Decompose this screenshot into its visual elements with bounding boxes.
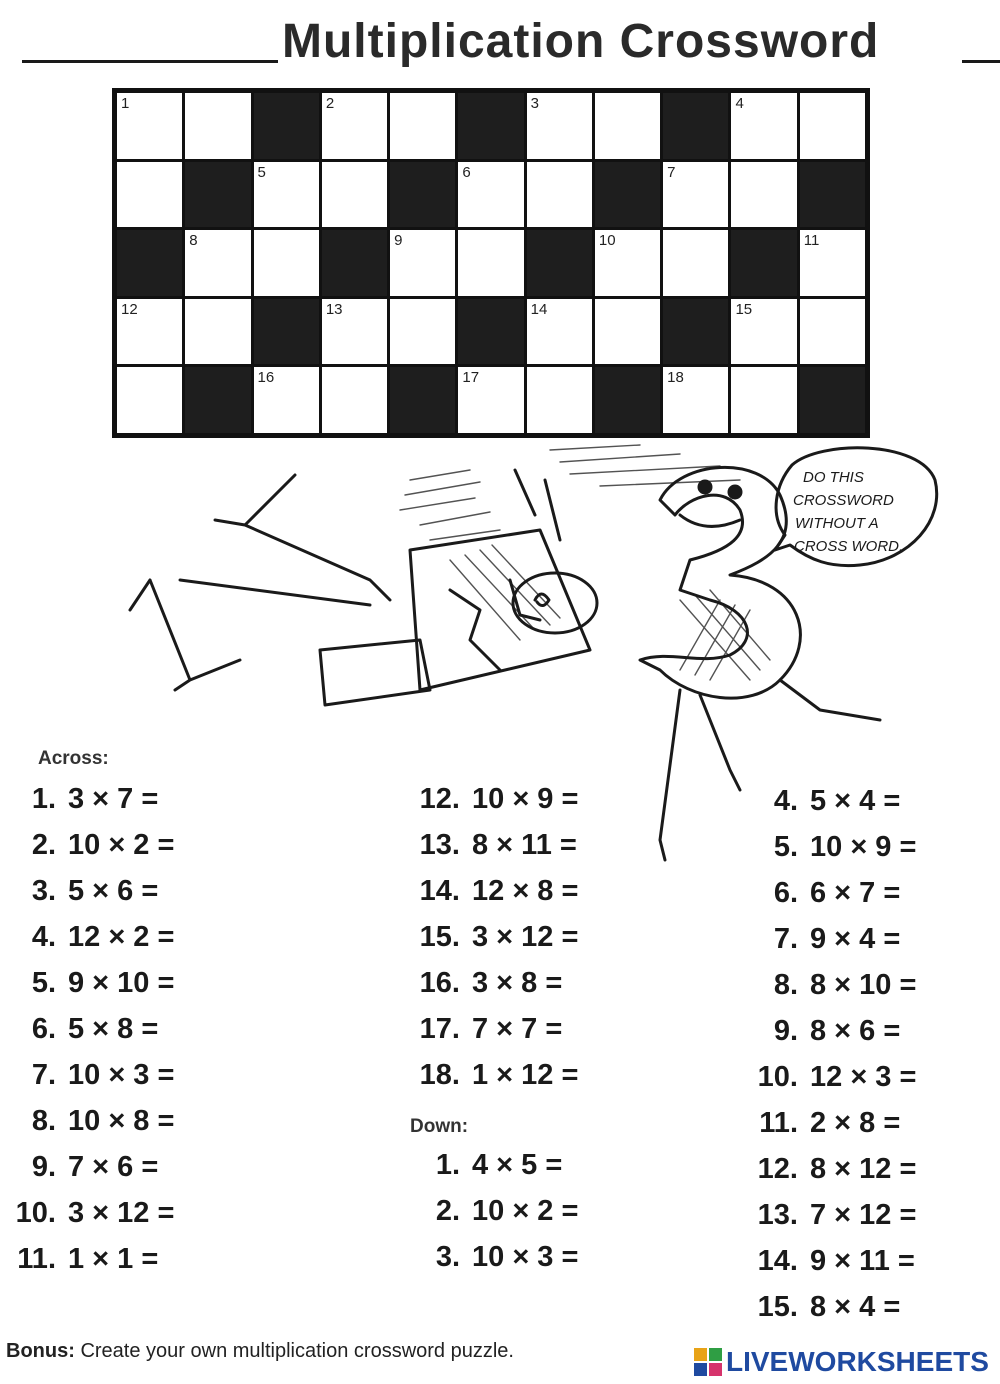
- across-clue: [0, 960, 174, 1006]
- page-title: Multiplication Crossword: [282, 15, 880, 68]
- answer-cell[interactable]: [390, 299, 455, 365]
- down-clues-col-1: [408, 1142, 578, 1280]
- answer-cell[interactable]: [527, 93, 592, 159]
- clue-expression: 7 × 6 =: [68, 1151, 159, 1183]
- clue-number: 10: [598, 232, 616, 250]
- across-clue: [408, 1052, 578, 1098]
- across-clue: [0, 868, 174, 914]
- clue-number: 5: [257, 163, 266, 181]
- clue-index: 5.: [31, 967, 56, 999]
- clue-index: 12.: [419, 783, 460, 815]
- clue-index: 1.: [435, 1149, 460, 1181]
- down-clue: [736, 1100, 916, 1146]
- answer-cell[interactable]: [731, 93, 796, 159]
- clue-number: 3: [530, 95, 539, 112]
- clue-expression: 1 × 1 =: [68, 1243, 159, 1275]
- clue-number: 2: [325, 95, 335, 112]
- clue-expression: 10 × 2 =: [68, 829, 175, 861]
- clue-expression: 10 × 3 =: [68, 1059, 175, 1091]
- clue-expression: 3 × 8 =: [472, 967, 563, 999]
- answer-cell[interactable]: [117, 299, 182, 365]
- clue-index: 6.: [31, 1013, 56, 1045]
- clue-expression: 5 × 4 =: [810, 785, 901, 817]
- blocked-cell: [185, 367, 250, 433]
- clue-index: 7.: [773, 923, 798, 955]
- clue-index: 3.: [31, 875, 56, 907]
- clue-expression: 3 × 7 =: [68, 783, 159, 815]
- clue-index: 14.: [757, 1245, 798, 1277]
- blocked-cell: [390, 162, 455, 228]
- answer-cell[interactable]: [185, 93, 250, 159]
- clue-expression: 8 × 10 =: [810, 969, 917, 1001]
- answer-cell[interactable]: [800, 230, 865, 296]
- clue-expression: 1 × 12 =: [472, 1059, 579, 1091]
- down-clue: [736, 916, 916, 962]
- across-clue: [408, 1006, 578, 1052]
- clue-index: 9.: [31, 1151, 56, 1183]
- clue-number: 6: [462, 163, 471, 181]
- answer-cell[interactable]: [595, 93, 660, 159]
- clue-expression: 8 × 6 =: [810, 1015, 901, 1047]
- answer-cell[interactable]: [731, 299, 796, 365]
- clue-index: 12.: [757, 1153, 798, 1185]
- clue-index: 13.: [757, 1199, 798, 1231]
- answer-cell[interactable]: [254, 162, 319, 228]
- across-clues-col-2: [408, 776, 578, 1098]
- answer-cell[interactable]: [185, 230, 250, 296]
- blocked-cell: [595, 162, 660, 228]
- across-clue: [408, 822, 578, 868]
- speech-line-1: DO THIS: [803, 469, 864, 486]
- down-clue: [408, 1142, 578, 1188]
- answer-cell[interactable]: [458, 230, 523, 296]
- blocked-cell: [595, 367, 660, 433]
- clue-expression: 10 × 3 =: [472, 1241, 579, 1273]
- answer-cell[interactable]: [117, 93, 182, 159]
- blocked-cell: [663, 93, 728, 159]
- crossword-grid: [112, 88, 870, 438]
- clue-index: 15.: [757, 1291, 798, 1323]
- answer-cell[interactable]: [254, 367, 319, 433]
- clue-index: 1.: [31, 783, 56, 815]
- liveworksheets-logo: [694, 1346, 989, 1378]
- answer-cell[interactable]: [663, 367, 728, 433]
- title-rule-left: [22, 60, 278, 63]
- bonus-instruction: [6, 1340, 514, 1363]
- clue-expression: 8 × 4 =: [810, 1291, 901, 1323]
- clue-expression: 3 × 12 =: [68, 1197, 175, 1229]
- down-clue: [408, 1188, 578, 1234]
- clue-index: 4.: [773, 785, 798, 817]
- clue-index: 3.: [435, 1241, 460, 1273]
- answer-cell[interactable]: [527, 299, 592, 365]
- clue-index: 7.: [31, 1059, 56, 1091]
- clue-expression: 7 × 12 =: [810, 1199, 917, 1231]
- clue-number: 4: [735, 95, 744, 112]
- clue-index: 14.: [419, 875, 460, 907]
- clue-index: 4.: [31, 921, 56, 953]
- answer-cell[interactable]: [322, 367, 387, 433]
- down-clue: [736, 1238, 916, 1284]
- blocked-cell: [800, 367, 865, 433]
- blocked-cell: [117, 230, 182, 296]
- down-clue: [736, 1008, 916, 1054]
- answer-cell[interactable]: [322, 162, 387, 228]
- across-clue: [0, 1098, 174, 1144]
- across-clue: [408, 776, 578, 822]
- clue-number: 1: [121, 95, 130, 112]
- clue-expression: 12 × 3 =: [810, 1061, 917, 1093]
- blocked-cell: [458, 93, 523, 159]
- answer-cell[interactable]: [595, 299, 660, 365]
- clue-expression: 6 × 7 =: [810, 877, 901, 909]
- clue-index: 8.: [31, 1105, 56, 1137]
- speech-line-2: CROSSWORD: [793, 492, 894, 509]
- clue-index: 15.: [419, 921, 460, 953]
- down-clue: [736, 870, 916, 916]
- clue-index: 10.: [757, 1061, 798, 1093]
- clue-index: 13.: [419, 829, 460, 861]
- clue-expression: 8 × 11 =: [472, 829, 577, 861]
- speech-line-4: CROSS WORD.: [794, 538, 904, 555]
- title-rule-right: [962, 60, 1000, 63]
- across-clue: [0, 822, 174, 868]
- clue-number: 14: [530, 300, 548, 318]
- down-clue: [408, 1234, 578, 1280]
- across-clues-col-1: [0, 776, 174, 1282]
- across-clue: [0, 1190, 174, 1236]
- clue-expression: 2 × 8 =: [810, 1107, 901, 1139]
- down-clue: [736, 1146, 916, 1192]
- down-clue: [736, 1054, 916, 1100]
- clue-expression: 7 × 7 =: [472, 1013, 563, 1045]
- clue-number: 12: [121, 300, 138, 318]
- across-clue: [408, 914, 578, 960]
- across-clue: [0, 1052, 174, 1098]
- clue-index: 10.: [15, 1197, 56, 1229]
- clue-number: 18: [667, 369, 684, 387]
- blocked-cell: [254, 299, 319, 365]
- down-clues-col-2: [736, 778, 916, 1330]
- liveworksheets-wordmark: LIVEWORKSHEETS: [726, 1346, 989, 1377]
- across-clue: [408, 868, 578, 914]
- clue-expression: 4 × 5 =: [472, 1149, 563, 1181]
- clue-expression: 12 × 2 =: [68, 921, 175, 953]
- blocked-cell: [458, 299, 523, 365]
- clue-index: 16.: [419, 967, 460, 999]
- blocked-cell: [663, 299, 728, 365]
- down-clue: [736, 778, 916, 824]
- answer-cell[interactable]: [527, 162, 592, 228]
- across-clue: [0, 776, 174, 822]
- clue-expression: 10 × 2 =: [472, 1195, 579, 1227]
- answer-cell[interactable]: [663, 230, 728, 296]
- clue-number: 17: [462, 369, 480, 387]
- clue-number: 13: [325, 300, 343, 318]
- answer-cell[interactable]: [800, 299, 865, 365]
- answer-cell[interactable]: [731, 162, 796, 228]
- answer-cell[interactable]: [254, 230, 319, 296]
- clue-index: 2.: [31, 829, 56, 861]
- clue-index: 5.: [773, 831, 798, 863]
- answer-cell[interactable]: [595, 230, 660, 296]
- answer-cell[interactable]: [800, 93, 865, 159]
- clue-index: 6.: [773, 877, 798, 909]
- clue-index: 18.: [419, 1059, 460, 1091]
- clue-expression: 8 × 12 =: [810, 1153, 917, 1185]
- blocked-cell: [731, 230, 796, 296]
- clue-expression: 10 × 9 =: [810, 831, 917, 863]
- blocked-cell: [322, 230, 387, 296]
- clue-expression: 5 × 6 =: [68, 875, 159, 907]
- down-heading: Down:: [410, 1116, 469, 1137]
- down-clue: [736, 824, 916, 870]
- clue-number: 9: [394, 232, 403, 250]
- clue-expression: 10 × 8 =: [68, 1105, 175, 1137]
- blocked-cell: [527, 230, 592, 296]
- blocked-cell: [390, 367, 455, 433]
- clue-expression: 9 × 4 =: [810, 923, 901, 955]
- across-clue: [0, 914, 174, 960]
- across-clue: [408, 960, 578, 1006]
- clue-expression: 9 × 10 =: [68, 967, 175, 999]
- clue-index: 8.: [773, 969, 798, 1001]
- clue-index: 2.: [435, 1195, 460, 1227]
- down-clue: [736, 962, 916, 1008]
- clue-expression: 12 × 8 =: [472, 875, 579, 907]
- down-clue: [736, 1284, 916, 1330]
- answer-cell[interactable]: [663, 162, 728, 228]
- across-heading: Across:: [38, 748, 109, 769]
- clue-expression: 9 × 11 =: [810, 1245, 915, 1277]
- clue-expression: 3 × 12 =: [472, 921, 579, 953]
- liveworksheets-logo-icon: [694, 1348, 722, 1376]
- answer-cell[interactable]: [117, 162, 182, 228]
- answer-cell[interactable]: [390, 93, 455, 159]
- clue-index: 17.: [419, 1013, 460, 1045]
- blocked-cell: [254, 93, 319, 159]
- clue-number: 15: [735, 300, 753, 318]
- answer-cell[interactable]: [117, 367, 182, 433]
- answer-cell[interactable]: [458, 367, 523, 433]
- answer-cell[interactable]: [458, 162, 523, 228]
- answer-cell[interactable]: [322, 299, 387, 365]
- clue-number: 16: [257, 369, 275, 387]
- blocked-cell: [185, 162, 250, 228]
- across-clue: [0, 1144, 174, 1190]
- across-clue: [0, 1006, 174, 1052]
- bonus-label: Bonus:: [6, 1340, 75, 1362]
- answer-cell[interactable]: [390, 230, 455, 296]
- blocked-cell: [800, 162, 865, 228]
- clue-expression: 5 × 8 =: [68, 1013, 159, 1045]
- across-clue: [0, 1236, 174, 1282]
- answer-cell[interactable]: [185, 299, 250, 365]
- answer-cell[interactable]: [731, 367, 796, 433]
- answer-cell[interactable]: [527, 367, 592, 433]
- bonus-text: Create your own multiplication crossword puzzle.: [74, 1340, 514, 1362]
- speech-line-3: WITHOUT A: [795, 515, 879, 532]
- clue-number: 11: [803, 232, 820, 250]
- answer-cell[interactable]: [322, 93, 387, 159]
- clue-expression: 10 × 9 =: [472, 783, 579, 815]
- clue-index: 11.: [17, 1243, 56, 1275]
- clue-index: 9.: [773, 1015, 798, 1047]
- clue-number: 8: [189, 232, 198, 250]
- clue-number: 7: [667, 163, 676, 181]
- clue-index: 11.: [759, 1107, 798, 1139]
- down-clue: [736, 1192, 916, 1238]
